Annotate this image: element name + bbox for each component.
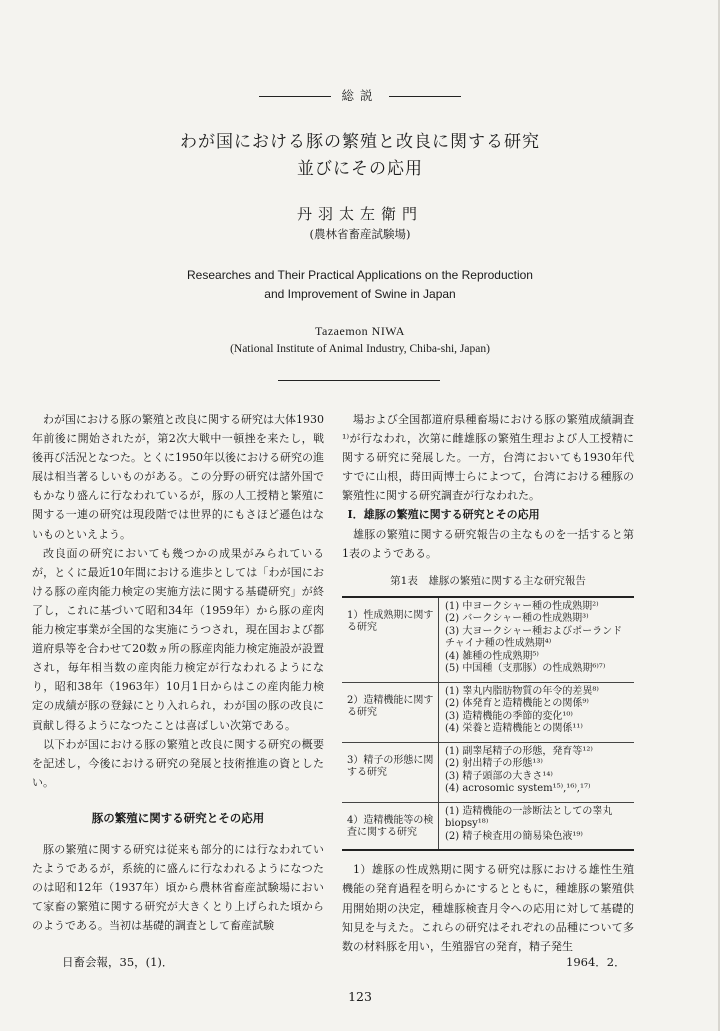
section-tag-label: 総説 <box>341 88 379 103</box>
table-caption: 第1表 雄豚の繁殖に関する主な研究報告 <box>390 574 586 587</box>
table-category: 1）性成熟期に関する研究 <box>342 597 439 683</box>
body-paragraph: 改良面の研究においても幾つかの成果がみられているが，とくに最近10年間における進歩としては「わが国における豚の産肉能力検定の実施方法に関する基礎研究」が終了し，これに基づいて昭和34年（1959年）から豚の産肉能力検定事業が全国的な実施にうつされ，現在国および都道府県等を合わせて20数ヵ所の豚産肉能力検定施設が設置され，毎年相当数の産肉能力検定が行なわれるようになり，昭和38年（1963年）10月1日からはこの産肉能力検定の成績が豚の登録にとり入れられ，わが国の豚の改良に貢献し得るようになつたことは喜ばしい次第である。 <box>32 546 324 732</box>
table-row <box>342 682 634 742</box>
japanese-title <box>0 129 720 183</box>
body-paragraph: 以下わが国における豚の繁殖と改良に関する研究の概要を記述し，今後における研究の発展と技術推進の資としたい。 <box>32 737 324 789</box>
tag-rule-right <box>389 96 461 97</box>
header-divider <box>278 380 440 381</box>
english-title <box>0 266 720 304</box>
table-row <box>342 742 634 802</box>
table-item: (3) 造精機能の季節的変化¹⁰⁾ <box>445 710 573 722</box>
table-item: (2) バークシャー種の性成熟期³⁾ <box>445 613 589 625</box>
english-title-line-1: Researches and Their Practical Applications on the Reproduction <box>187 268 533 282</box>
table-item: (3) 大ヨークシャー種およびポーランドチャイナ種の性成熟期⁴⁾ <box>445 625 623 650</box>
subsection-heading: I．雄豚の繁殖に関する研究とその応用 <box>347 508 540 522</box>
table-item: (2) 射出精子の形態¹³⁾ <box>445 758 543 770</box>
table-row <box>342 597 634 683</box>
right-column <box>342 410 634 956</box>
english-title-line-2: and Improvement of Swine in Japan <box>264 287 456 301</box>
publication-date: 1964．2． <box>566 955 626 969</box>
japanese-title-line-1: わが国における豚の繁殖と改良に関する研究 <box>180 132 540 152</box>
table-item: (4) 雑種の性成熟期⁵⁾ <box>445 650 539 662</box>
left-column <box>32 410 324 935</box>
section-tag <box>0 86 720 104</box>
table-items <box>439 682 635 742</box>
table-items <box>439 742 635 802</box>
body-paragraph: 豚の繁殖に関する研究は従来も部分的には行なわれていたようであるが，系統的に盛んに行なわれるようになつたのは昭和12年（1937年）頃から農林省畜産試験場において家畜の繁殖に関する研究が大きくとり上げられた頃からのようである。当初は基礎的調査として畜産試験 <box>32 842 324 933</box>
japanese-title-line-2: 並びにその応用 <box>297 159 423 179</box>
body-paragraph: わが国における豚の繁殖と改良に関する研究は大体1930年前後に開始されたが，第2次大戦中一頓挫を来たし，戦後再び活況となつた。とくに1950年以後における研究の進展は相当著るしいものがある。この分野の研究は諸外国でもかなり盛んに行なわれているが，豚の人工授精と繁殖に関する一連の研究は現段階では世界的にもさほど遜色はないものといえよう。 <box>32 413 324 541</box>
table-items <box>439 597 635 683</box>
table-category: 3）精子の形態に関する研究 <box>342 742 439 802</box>
author-english: Tazaemon NIWA <box>315 324 405 338</box>
table-item: (1) 睾丸内脂肪物質の年令的差異⁸⁾ <box>445 685 599 697</box>
table-row <box>342 802 634 850</box>
author-japanese: 丹羽太左衛門 <box>296 205 423 223</box>
table-item: (4) acrosomic system¹⁵⁾,¹⁶⁾,¹⁷⁾ <box>445 783 591 795</box>
tag-rule-left <box>259 96 331 97</box>
affiliation-english: (National Institute of Animal Industry, Chiba-shi, Japan) <box>230 343 490 355</box>
table-item: (1) 中ヨークシャー種の性成熟期²⁾ <box>445 600 599 612</box>
section-heading: 豚の繁殖に関する研究とその応用 <box>91 810 265 825</box>
table-category: 2）造精機能に関する研究 <box>342 682 439 742</box>
table-category: 4）造精機能等の検査に関する研究 <box>342 802 439 850</box>
table-items <box>439 802 635 850</box>
body-paragraph: 1）雄豚の性成熟期に関する研究は豚における雄性生殖機能の発育過程を明らかにするとともに，種雄豚の繁殖供用開始期の決定，種雄豚検査月令への応用に対して基礎的知見を与えた。これらの研究はそれぞれの品種について多数の材料豚を用い，生殖器官の発育，精子発生 <box>342 863 634 953</box>
journal-citation: 日畜会報，35，(1)． <box>62 955 174 969</box>
table-item: (5) 中国種（支那豚）の性成熟期⁶⁾⁷⁾ <box>445 663 606 675</box>
table-item: (3) 精子頭部の大きさ¹⁴⁾ <box>445 770 553 782</box>
research-table <box>342 596 634 852</box>
table-item: (1) 副睾尾精子の形態，発育等¹²⁾ <box>445 745 593 757</box>
affiliation-japanese: (農林省畜産試験場) <box>309 227 411 241</box>
table-item: (1) 造精機能の一診断法としての睾丸 biopsy¹⁸⁾ <box>445 805 613 830</box>
body-paragraph: 場および全国都道府県種畜場における豚の繁殖成績調査¹⁾が行なわれ，次第に雌雄豚の繁殖生理および人工授精に関する研究に発展した。一方，台湾においても1930年代すでに山根，蒔田両博士らによつて，台湾における種豚の繁殖性に関する研究調査が行なわれた。 <box>342 413 634 503</box>
body-paragraph: 雄豚の繁殖に関する研究報告の主なものを一括すると第1表のようである。 <box>342 527 634 560</box>
table-item: (2) 精子検査用の簡易染色液¹⁹⁾ <box>445 830 583 842</box>
table-item: (4) 栄養と造精機能との関係¹¹⁾ <box>445 723 583 735</box>
page-number: 123 <box>348 989 372 1004</box>
table-item: (2) 体発育と造精機能との関係⁹⁾ <box>445 698 589 710</box>
